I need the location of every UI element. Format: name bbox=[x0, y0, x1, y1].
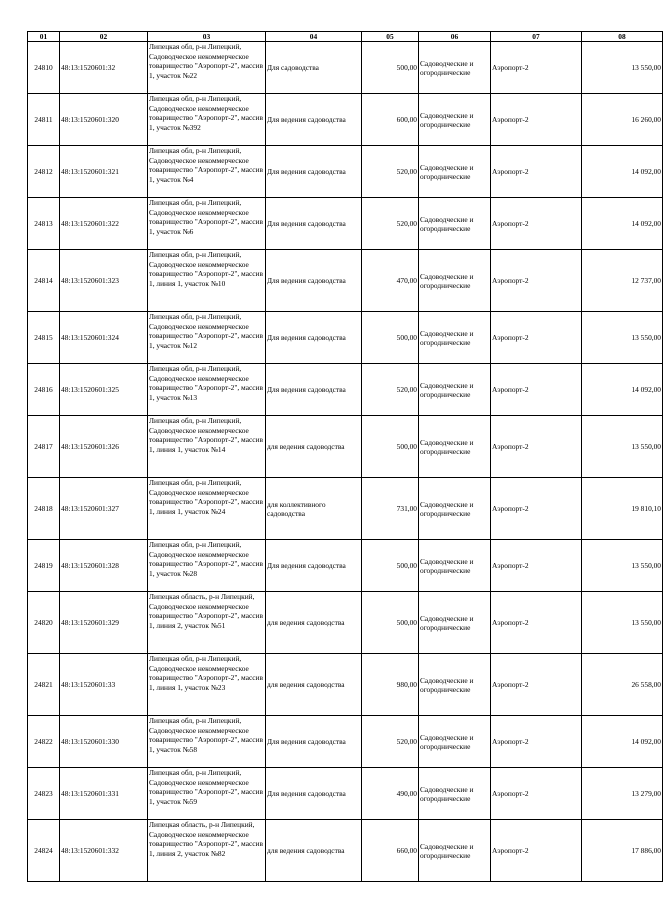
cell-row-number: 24824 bbox=[28, 820, 60, 882]
address-text: Липецкая обл, р-н Липецкий, Садоводческое некоммерческое товарищество "Аэропорт-2", массив 1, участок №12 bbox=[149, 312, 263, 350]
cell-land-category: Садоводческие и огороднические bbox=[419, 364, 491, 416]
col-header-02: 02 bbox=[60, 32, 148, 42]
cell-cadastral-number: 48:13:1520601:32 bbox=[60, 42, 148, 94]
cell-cadastral-number: 48:13:1520601:330 bbox=[60, 716, 148, 768]
cell-address bbox=[148, 416, 266, 478]
cell-land-category: Садоводческие и огороднические bbox=[419, 820, 491, 882]
cell-address bbox=[148, 250, 266, 312]
cell-row-number: 24813 bbox=[28, 198, 60, 250]
table-body bbox=[28, 42, 663, 882]
cell-cadastral-value: 14 092,00 bbox=[582, 146, 663, 198]
cell-permitted-use: Для ведения садоводства bbox=[266, 364, 362, 416]
cell-zone: Аэропорт-2 bbox=[491, 250, 582, 312]
cell-zone: Аэропорт-2 bbox=[491, 42, 582, 94]
cell-row-number: 24814 bbox=[28, 250, 60, 312]
cell-permitted-use: Для ведения садоводства bbox=[266, 768, 362, 820]
cell-land-category: Садоводческие и огороднические bbox=[419, 198, 491, 250]
table-row bbox=[28, 250, 663, 312]
cell-address bbox=[148, 364, 266, 416]
cell-permitted-use: Для ведения садоводства bbox=[266, 94, 362, 146]
table-row bbox=[28, 768, 663, 820]
cell-cadastral-value: 26 558,00 bbox=[582, 654, 663, 716]
cell-permitted-use: для ведения садоводства bbox=[266, 416, 362, 478]
cell-cadastral-number: 48:13:1520601:324 bbox=[60, 312, 148, 364]
col-header-03: 03 bbox=[148, 32, 266, 42]
cell-cadastral-number: 48:13:1520601:331 bbox=[60, 768, 148, 820]
cell-area: 520,00 bbox=[362, 364, 419, 416]
cell-address bbox=[148, 768, 266, 820]
table-row bbox=[28, 478, 663, 540]
cell-address bbox=[148, 540, 266, 592]
cell-land-category: Садоводческие и огороднические bbox=[419, 592, 491, 654]
cell-cadastral-value: 19 810,10 bbox=[582, 478, 663, 540]
cell-address bbox=[148, 592, 266, 654]
cell-cadastral-value: 17 886,00 bbox=[582, 820, 663, 882]
table-row bbox=[28, 198, 663, 250]
cell-area: 500,00 bbox=[362, 592, 419, 654]
table-row bbox=[28, 312, 663, 364]
cell-address bbox=[148, 146, 266, 198]
cell-area: 731,00 bbox=[362, 478, 419, 540]
cell-area: 660,00 bbox=[362, 820, 419, 882]
cell-zone: Аэропорт-2 bbox=[491, 416, 582, 478]
cell-row-number: 24822 bbox=[28, 716, 60, 768]
cell-address bbox=[148, 820, 266, 882]
cell-cadastral-value: 13 550,00 bbox=[582, 592, 663, 654]
cell-area: 520,00 bbox=[362, 716, 419, 768]
cell-zone: Аэропорт-2 bbox=[491, 592, 582, 654]
address-text: Липецкая обл, р-н Липецкий, Садоводческое некоммерческое товарищество "Аэропорт-2", массив 1, участок №13 bbox=[149, 364, 263, 402]
cell-address bbox=[148, 198, 266, 250]
table-row bbox=[28, 592, 663, 654]
address-text: Липецкая обл, р-н Липецкий, Садоводческое некоммерческое товарищество "Аэропорт-2", массив 1, линия 1, участок №10 bbox=[149, 250, 263, 288]
table-row bbox=[28, 416, 663, 478]
cell-zone: Аэропорт-2 bbox=[491, 364, 582, 416]
cell-address bbox=[148, 716, 266, 768]
cell-zone: Аэропорт-2 bbox=[491, 768, 582, 820]
cell-cadastral-number: 48:13:1520601:321 bbox=[60, 146, 148, 198]
col-header-01: 01 bbox=[28, 32, 60, 42]
cell-address bbox=[148, 42, 266, 94]
cell-cadastral-value: 14 092,00 bbox=[582, 198, 663, 250]
table-row bbox=[28, 716, 663, 768]
cell-land-category: Садоводческие и огороднические bbox=[419, 146, 491, 198]
cell-area: 500,00 bbox=[362, 540, 419, 592]
cell-permitted-use: Для ведения садоводства bbox=[266, 250, 362, 312]
table-row bbox=[28, 540, 663, 592]
cell-cadastral-value: 13 550,00 bbox=[582, 312, 663, 364]
table-row bbox=[28, 94, 663, 146]
cell-land-category: Садоводческие и огороднические bbox=[419, 42, 491, 94]
cell-cadastral-value: 13 279,00 bbox=[582, 768, 663, 820]
cell-cadastral-number: 48:13:1520601:320 bbox=[60, 94, 148, 146]
cell-area: 980,00 bbox=[362, 654, 419, 716]
table-row bbox=[28, 820, 663, 882]
cell-row-number: 24820 bbox=[28, 592, 60, 654]
cell-area: 600,00 bbox=[362, 94, 419, 146]
header-row bbox=[28, 32, 663, 42]
cell-cadastral-number: 48:13:1520601:325 bbox=[60, 364, 148, 416]
cell-cadastral-value: 16 260,00 bbox=[582, 94, 663, 146]
address-text: Липецкая обл, р-н Липецкий, Садоводческое некоммерческое товарищество "Аэропорт-2", массив 1, линия 1, участок №14 bbox=[149, 416, 263, 454]
cell-address bbox=[148, 654, 266, 716]
cell-land-category: Садоводческие и огороднические bbox=[419, 654, 491, 716]
cell-permitted-use: Для садоводства bbox=[266, 42, 362, 94]
cell-row-number: 24816 bbox=[28, 364, 60, 416]
cell-zone: Аэропорт-2 bbox=[491, 820, 582, 882]
col-header-05: 05 bbox=[362, 32, 419, 42]
cell-zone: Аэропорт-2 bbox=[491, 654, 582, 716]
address-text: Липецкая область, р-н Липецкий, Садоводческое некоммерческое товарищество "Аэропорт-2", массив 1, линия 2, участок №51 bbox=[149, 592, 263, 630]
cell-row-number: 24810 bbox=[28, 42, 60, 94]
cell-row-number: 24817 bbox=[28, 416, 60, 478]
cell-row-number: 24811 bbox=[28, 94, 60, 146]
cell-address bbox=[148, 312, 266, 364]
cell-cadastral-value: 12 737,00 bbox=[582, 250, 663, 312]
cell-permitted-use: Для ведения садоводства bbox=[266, 716, 362, 768]
cell-land-category: Садоводческие и огороднические bbox=[419, 312, 491, 364]
cell-land-category: Садоводческие и огороднические bbox=[419, 478, 491, 540]
cell-land-category: Садоводческие и огороднические bbox=[419, 716, 491, 768]
cell-row-number: 24815 bbox=[28, 312, 60, 364]
cell-row-number: 24823 bbox=[28, 768, 60, 820]
cell-cadastral-number: 48:13:1520601:332 bbox=[60, 820, 148, 882]
cell-cadastral-value: 13 550,00 bbox=[582, 540, 663, 592]
cell-address bbox=[148, 478, 266, 540]
address-text: Липецкая обл, р-н Липецкий, Садоводческое некоммерческое товарищество "Аэропорт-2", массив 1, участок №4 bbox=[149, 146, 263, 184]
cell-permitted-use: для ведения садоводства bbox=[266, 592, 362, 654]
address-text: Липецкая обл, р-н Липецкий, Садоводческое некоммерческое товарищество "Аэропорт-2", массив 1, линия 1, участок №23 bbox=[149, 654, 263, 692]
cell-area: 500,00 bbox=[362, 416, 419, 478]
cell-permitted-use: для коллективного садоводства bbox=[266, 478, 362, 540]
address-text: Липецкая область, р-н Липецкий, Садоводческое некоммерческое товарищество "Аэропорт-2", массив 1, линия 2, участок №82 bbox=[149, 820, 263, 858]
cell-area: 490,00 bbox=[362, 768, 419, 820]
cell-cadastral-value: 13 550,00 bbox=[582, 42, 663, 94]
cell-permitted-use: для ведения садоводства bbox=[266, 820, 362, 882]
cell-land-category: Садоводческие и огороднические bbox=[419, 768, 491, 820]
cell-cadastral-number: 48:13:1520601:327 bbox=[60, 478, 148, 540]
table-row bbox=[28, 364, 663, 416]
table-row bbox=[28, 42, 663, 94]
cell-row-number: 24821 bbox=[28, 654, 60, 716]
cell-land-category: Садоводческие и огороднические bbox=[419, 94, 491, 146]
cell-cadastral-value: 14 092,00 bbox=[582, 364, 663, 416]
address-text: Липецкая обл, р-н Липецкий, Садоводческое некоммерческое товарищество "Аэропорт-2", массив 1, участок №58 bbox=[149, 716, 263, 754]
cell-zone: Аэропорт-2 bbox=[491, 540, 582, 592]
cell-area: 520,00 bbox=[362, 198, 419, 250]
cell-area: 500,00 bbox=[362, 42, 419, 94]
cell-cadastral-value: 14 092,00 bbox=[582, 716, 663, 768]
cell-land-category: Садоводческие и огороднические bbox=[419, 250, 491, 312]
cell-area: 500,00 bbox=[362, 312, 419, 364]
cell-area: 470,00 bbox=[362, 250, 419, 312]
cadastral-table bbox=[27, 31, 663, 882]
cell-cadastral-number: 48:13:1520601:323 bbox=[60, 250, 148, 312]
table-row bbox=[28, 146, 663, 198]
address-text: Липецкая обл, р-н Липецкий, Садоводческое некоммерческое товарищество "Аэропорт-2", массив 1, линия 1, участок №24 bbox=[149, 478, 263, 516]
col-header-06: 06 bbox=[419, 32, 491, 42]
cell-row-number: 24812 bbox=[28, 146, 60, 198]
cell-permitted-use: Для ведения садоводства bbox=[266, 540, 362, 592]
cell-permitted-use: Для ведения садоводства bbox=[266, 312, 362, 364]
cell-cadastral-number: 48:13:1520601:328 bbox=[60, 540, 148, 592]
cell-cadastral-number: 48:13:1520601:322 bbox=[60, 198, 148, 250]
cell-zone: Аэропорт-2 bbox=[491, 716, 582, 768]
cell-zone: Аэропорт-2 bbox=[491, 198, 582, 250]
address-text: Липецкая обл, р-н Липецкий, Садоводческое некоммерческое товарищество "Аэропорт-2", массив 1, участок №22 bbox=[149, 42, 263, 80]
cell-row-number: 24819 bbox=[28, 540, 60, 592]
cell-cadastral-value: 13 550,00 bbox=[582, 416, 663, 478]
col-header-04: 04 bbox=[266, 32, 362, 42]
cell-land-category: Садоводческие и огороднические bbox=[419, 540, 491, 592]
address-text: Липецкая обл, р-н Липецкий, Садоводческое некоммерческое товарищество "Аэропорт-2", массив 1, участок №59 bbox=[149, 768, 263, 806]
cell-cadastral-number: 48:13:1520601:326 bbox=[60, 416, 148, 478]
cell-cadastral-number: 48:13:1520601:33 bbox=[60, 654, 148, 716]
cell-permitted-use: Для ведения садоводства bbox=[266, 198, 362, 250]
address-text: Липецкая обл, р-н Липецкий, Садоводческое некоммерческое товарищество "Аэропорт-2", массив 1, участок №392 bbox=[149, 94, 263, 132]
table-row bbox=[28, 654, 663, 716]
cell-land-category: Садоводческие и огороднические bbox=[419, 416, 491, 478]
col-header-08: 08 bbox=[582, 32, 663, 42]
address-text: Липецкая обл, р-н Липецкий, Садоводческое некоммерческое товарищество "Аэропорт-2", массив 1, участок №6 bbox=[149, 198, 263, 236]
cell-zone: Аэропорт-2 bbox=[491, 146, 582, 198]
cell-permitted-use: для ведения садоводства bbox=[266, 654, 362, 716]
cell-zone: Аэропорт-2 bbox=[491, 312, 582, 364]
cell-area: 520,00 bbox=[362, 146, 419, 198]
col-header-07: 07 bbox=[491, 32, 582, 42]
address-text: Липецкая обл, р-н Липецкий, Садоводческое некоммерческое товарищество "Аэропорт-2", массив 1, участок №28 bbox=[149, 540, 263, 578]
cell-zone: Аэропорт-2 bbox=[491, 478, 582, 540]
cell-permitted-use: Для ведения садоводства bbox=[266, 146, 362, 198]
cell-row-number: 24818 bbox=[28, 478, 60, 540]
cell-cadastral-number: 48:13:1520601:329 bbox=[60, 592, 148, 654]
cell-address bbox=[148, 94, 266, 146]
cell-zone: Аэропорт-2 bbox=[491, 94, 582, 146]
